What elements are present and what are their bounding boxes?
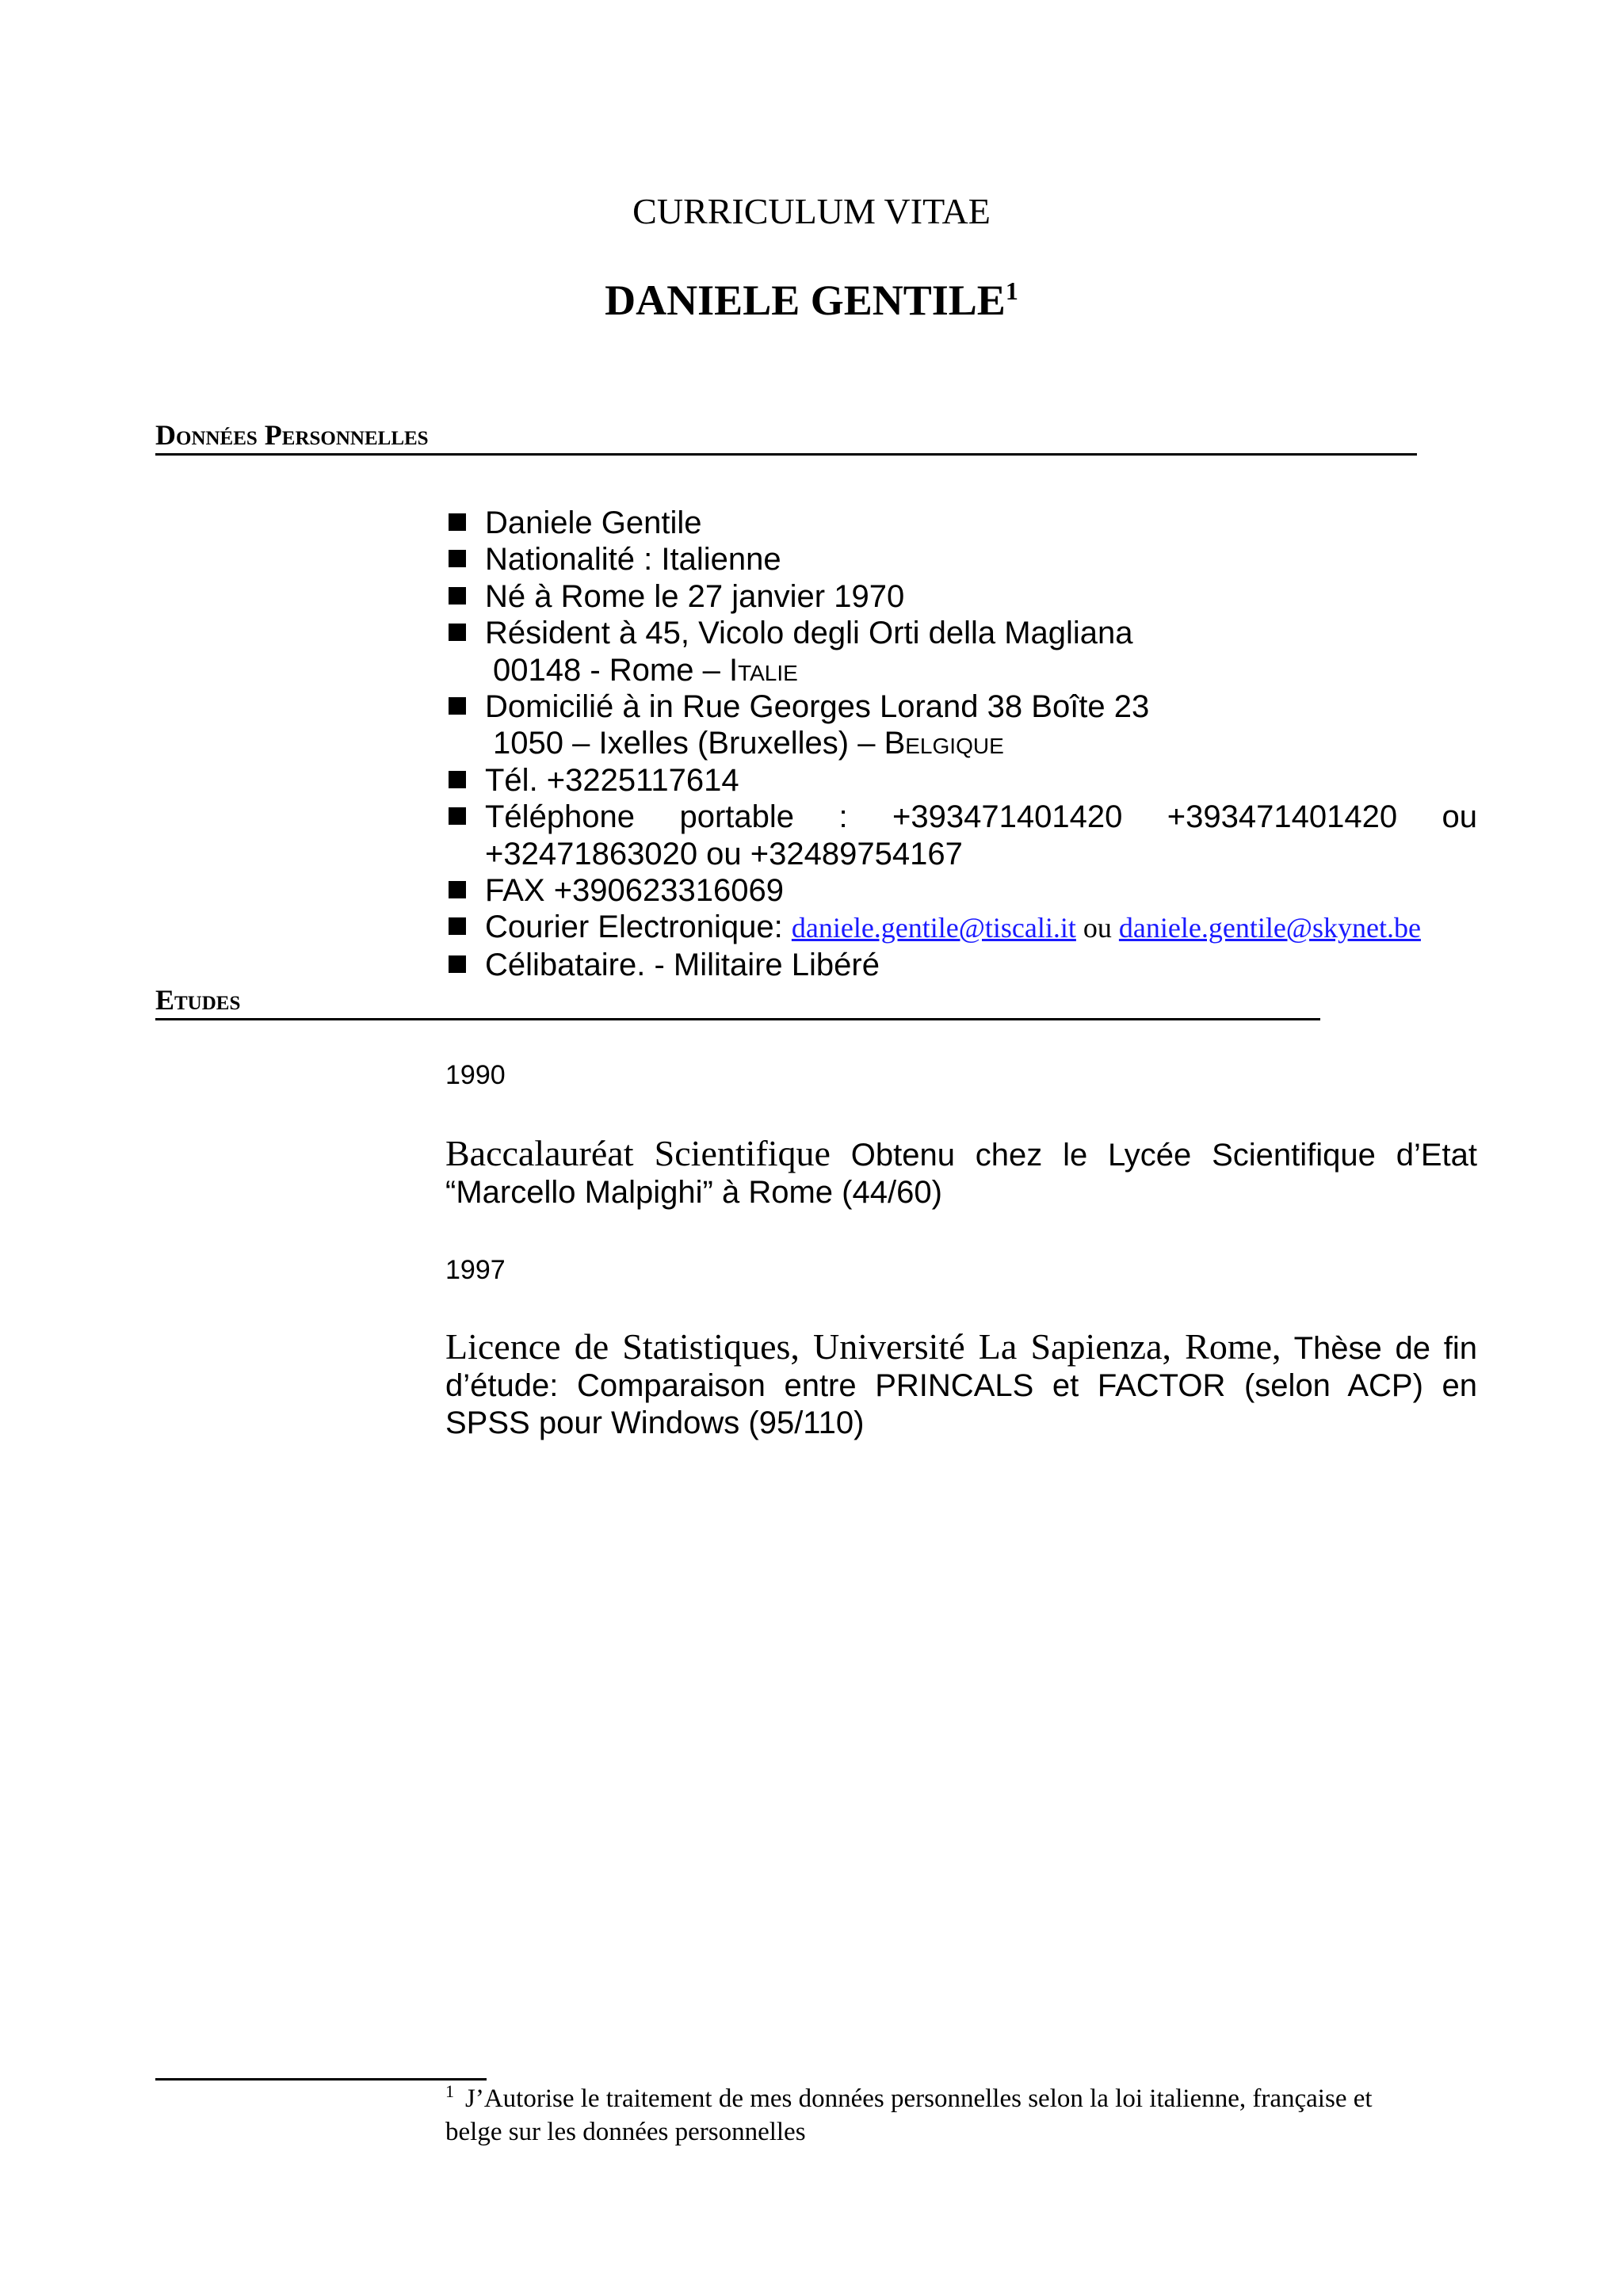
etude-title: Baccalauréat Scientifique	[445, 1133, 831, 1173]
candidate-name-text: DANIELE GENTILE	[605, 277, 1006, 324]
square-bullet-icon	[449, 807, 466, 825]
list-item-mobile	[445, 799, 1477, 835]
square-bullet-icon	[449, 917, 466, 935]
email-link-tiscali[interactable]: daniele.gentile@tiscali.it	[791, 912, 1076, 944]
square-bullet-icon	[449, 587, 466, 605]
list-item-status	[445, 947, 1477, 983]
footnote-reference[interactable]: 1	[1005, 277, 1018, 305]
square-bullet-icon	[449, 624, 466, 641]
domicile-country: Belgique	[884, 726, 1004, 761]
list-item-email	[445, 909, 1477, 946]
footnote-mark: 1	[445, 2081, 454, 2101]
document-title: CURRICULUM VITAE	[632, 191, 991, 231]
personal-name: Daniele Gentile	[485, 505, 702, 540]
list-item-birth	[445, 578, 1477, 615]
residence-country: Italie	[728, 652, 798, 688]
footnote	[445, 2082, 1432, 2149]
square-bullet-icon	[449, 955, 466, 973]
fax: FAX +390623316069	[485, 873, 785, 909]
personal-data-list	[445, 505, 1477, 983]
mobile-line2: +32471863020 ou +32489754167	[485, 836, 963, 871]
square-bullet-icon	[449, 771, 466, 788]
list-item-name	[445, 505, 1477, 541]
section-heading-etudes: Etudes	[155, 985, 1320, 1020]
list-item-nationality	[445, 541, 1477, 578]
birth-info: Né à Rome le 27 janvier 1970	[485, 578, 905, 614]
etude-description: Obtenu chez le Lycée Scientifique d’Etat “Marcello Malpighi” à Rome (44/60)	[445, 1138, 1477, 1210]
candidate-name	[0, 276, 1623, 325]
square-bullet-icon	[449, 550, 466, 567]
etude-year-1997: 1997	[445, 1255, 506, 1285]
square-bullet-icon	[449, 513, 466, 531]
domicile-line1: Domicilié à in Rue Georges Lorand 38 Boîte 23	[485, 689, 1150, 725]
list-item-fax	[445, 872, 1477, 909]
telephone: Tél. +3225117614	[485, 762, 739, 798]
list-item-domicile-cont	[445, 725, 1477, 761]
section-heading-personal-data: Données Personnelles	[155, 420, 1417, 456]
list-item-domicile	[445, 688, 1477, 725]
etude-description: Thèse de fin d’étude: Comparaison entre PRINCALS et FACTOR (selon ACP) en SPSS pour Windows (95/110)	[445, 1331, 1478, 1440]
list-item-residence-cont	[445, 652, 1477, 688]
residence-line1: Résident à 45, Vicolo degli Orti della Magliana	[485, 616, 1133, 651]
footnote-separator	[155, 2078, 487, 2081]
email-separator: ou	[1075, 912, 1119, 944]
list-item-residence	[445, 615, 1477, 651]
email-label: Courier Electronique:	[485, 910, 792, 945]
residence-line2: 00148 - Rome –	[493, 652, 729, 688]
square-bullet-icon	[449, 697, 466, 715]
etude-entry-baccalaureat	[445, 1135, 1477, 1211]
etude-year-1990: 1990	[445, 1060, 506, 1090]
marital-military-status: Célibataire. - Militaire Libéré	[485, 947, 880, 982]
email-link-skynet[interactable]: daniele.gentile@skynet.be	[1118, 912, 1421, 944]
footnote-text: J’Autorise le traitement de mes données personnelles selon la loi italienne, française et belge sur les données personnelles	[445, 2084, 1373, 2146]
mobile-line1: Téléphone portable : +393471401420 +393471401420 ou	[485, 799, 1477, 835]
list-item-tel	[445, 762, 1477, 799]
domicile-line2: 1050 – Ixelles (Bruxelles) –	[493, 726, 884, 761]
etude-title: Licence de Statistiques, Université La Sapienza, Rome,	[445, 1326, 1281, 1367]
etude-entry-licence	[445, 1328, 1477, 1442]
list-item-mobile-cont	[445, 836, 1477, 872]
square-bullet-icon	[449, 881, 466, 898]
nationality: Nationalité : Italienne	[485, 542, 781, 578]
